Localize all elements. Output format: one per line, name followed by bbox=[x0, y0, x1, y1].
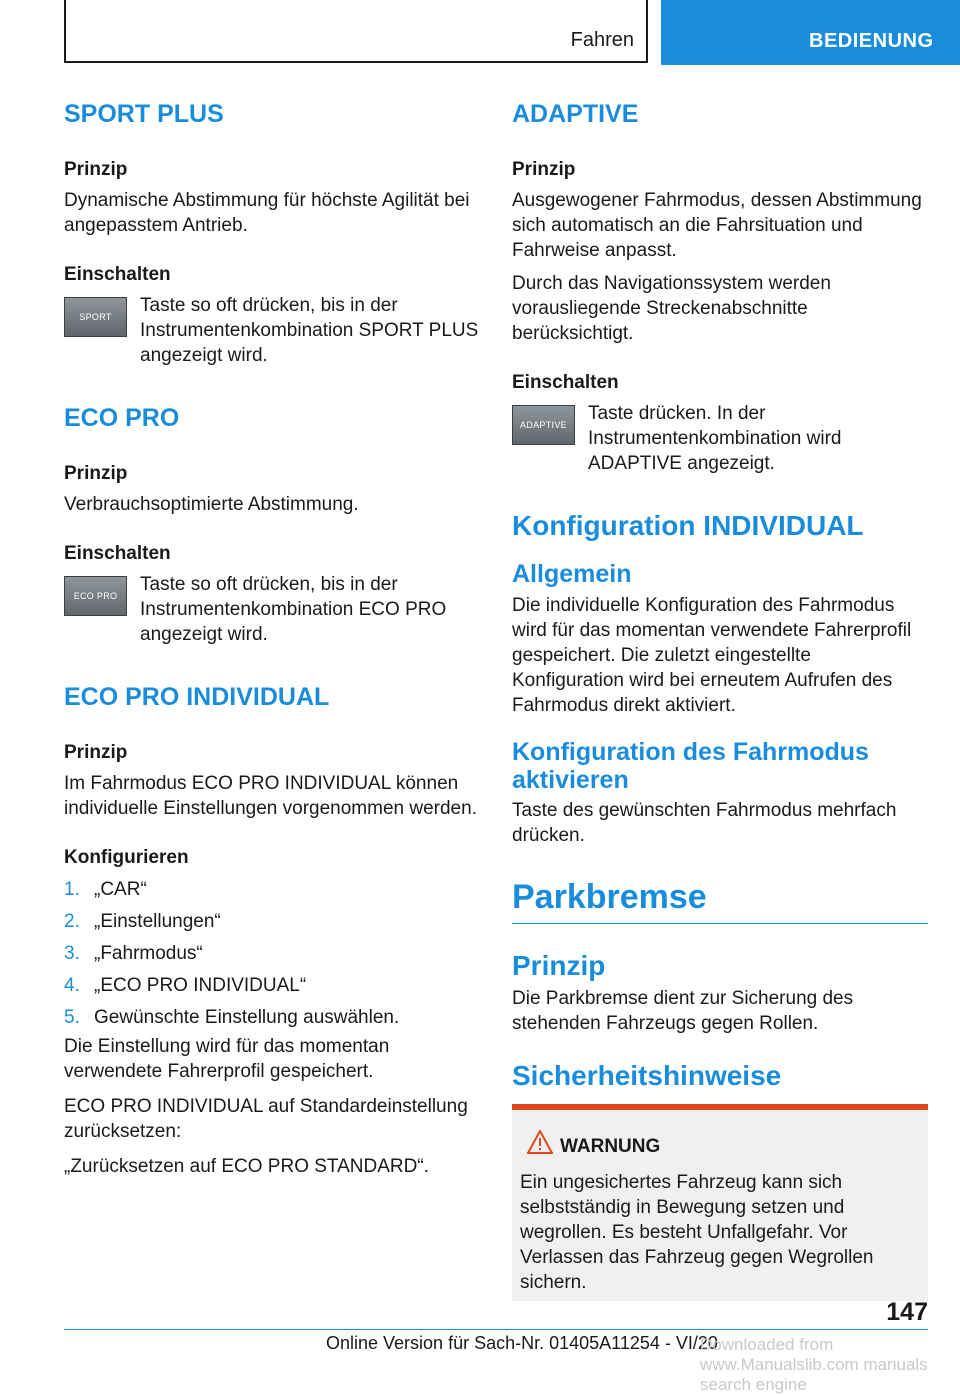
eco-pro-individual-prinzip-text: Im Fahrmodus ECO PRO INDIVIDUAL können individuelle Einstellungen vorgenommen werden. bbox=[64, 773, 477, 819]
step-text: Gewünschte Einstellung auswählen. bbox=[94, 1007, 400, 1028]
step-text: „ECO PRO INDIVIDUAL“ bbox=[94, 975, 307, 996]
sport-plus-einschalten-label: Einschalten bbox=[64, 264, 171, 285]
adaptive-einschalten-row bbox=[512, 401, 928, 476]
step-text: „Einstellungen“ bbox=[94, 911, 221, 932]
eco-pro-individual-note-1: Die Einstellung wird für das momentan verwendete Fahrerprofil gespeichert. bbox=[64, 1036, 390, 1082]
eco-pro-prinzip-label: Prinzip bbox=[64, 463, 128, 484]
footer-online-version: Online Version für Sach-Nr. 01405A11254 - VI/20 bbox=[326, 1333, 718, 1353]
right-column bbox=[512, 100, 928, 1301]
allgemein-title: Allgemein bbox=[512, 560, 632, 588]
eco-pro-einschalten-text: Taste so oft drücken, bis in der Instrumentenkombination ECO PRO angezeigt wird. bbox=[140, 574, 447, 645]
parkbremse-title: Parkbremse bbox=[512, 878, 707, 916]
warning-triangle-icon bbox=[527, 1130, 553, 1154]
eco-pro-individual-prinzip-label: Prinzip bbox=[64, 742, 128, 763]
individual-title: Konfiguration INDIVIDUAL bbox=[512, 510, 864, 541]
adaptive-prinzip-text-2: Durch das Navigationssystem werden vorausliegende Streckenabschnitte berücksichtigt. bbox=[512, 273, 831, 344]
step-text: „CAR“ bbox=[94, 879, 147, 900]
header-chapter-tab bbox=[661, 0, 960, 65]
warning-label: WARNUNG bbox=[560, 1136, 661, 1157]
sport-plus-einschalten-row bbox=[64, 293, 480, 368]
eco-pro-einschalten-row bbox=[64, 572, 480, 647]
list-item bbox=[64, 874, 480, 906]
allgemein-text: Die individuelle Konfiguration des Fahrmodus wird für das momentan verwendete Fahrerprofil gespeichert. Die zuletzt eingestellte Konfiguration wird bei erneutem Aufrufen des Fahrmodus direkt aktiviert. bbox=[512, 595, 912, 716]
aktivieren-text: Taste des gewünschten Fahrmodus mehrfach drücken. bbox=[512, 800, 897, 846]
list-item bbox=[64, 906, 480, 938]
eco-pro-einschalten-label: Einschalten bbox=[64, 543, 171, 564]
footer-watermark: Downloaded from www.Manualslib.com manuals search engine bbox=[700, 1335, 928, 1394]
left-column bbox=[64, 100, 480, 1179]
eco-pro-individual-note-3: „Zurücksetzen auf ECO PRO STANDARD“. bbox=[64, 1156, 429, 1177]
header-section-label: Fahren bbox=[570, 29, 634, 51]
eco-pro-title: ECO PRO bbox=[64, 404, 180, 432]
sport-button-image: SPORT bbox=[64, 297, 127, 337]
page-number: 147 bbox=[886, 1298, 928, 1326]
eco-pro-prinzip-text: Verbrauchsoptimierte Abstimmung. bbox=[64, 494, 359, 515]
adaptive-prinzip-label: Prinzip bbox=[512, 159, 576, 180]
header-chapter-label: BEDIENUNG bbox=[809, 30, 934, 52]
list-item bbox=[64, 938, 480, 970]
list-item bbox=[64, 1002, 480, 1034]
step-number: 1. bbox=[64, 879, 80, 900]
konfigurieren-label: Konfigurieren bbox=[64, 847, 189, 868]
step-number: 3. bbox=[64, 943, 80, 964]
sport-plus-prinzip-label: Prinzip bbox=[64, 159, 128, 180]
adaptive-button-image: ADAPTIVE bbox=[512, 405, 575, 445]
eco-pro-individual-title: ECO PRO INDIVIDUAL bbox=[64, 683, 330, 711]
sport-plus-einschalten-text: Taste so oft drücken, bis in der Instrumentenkombination SPORT PLUS angezeigt wird. bbox=[140, 295, 479, 366]
adaptive-einschalten-text: Taste drücken. In der Instrumentenkombination wird ADAPTIVE angezeigt. bbox=[588, 403, 842, 474]
sport-plus-title: SPORT PLUS bbox=[64, 100, 224, 128]
eco-pro-button-image: ECO PRO bbox=[64, 576, 127, 616]
adaptive-prinzip-text-1: Ausgewogener Fahrmodus, dessen Abstimmung sich automatisch an die Fahrsituation und Fahrweise anpasst. bbox=[512, 190, 922, 261]
eco-pro-individual-note-2: ECO PRO INDIVIDUAL auf Standardeinstellung zurücksetzen: bbox=[64, 1096, 468, 1142]
warning-text: Ein ungesichertes Fahrzeug kann sich selbstständig in Bewegung setzen und wegrollen. Es besteht Unfallgefahr. Vor Verlassen das Fahrzeug gegen Wegrollen sichern. bbox=[520, 1172, 874, 1293]
sicherheit-title: Sicherheitshinweise bbox=[512, 1060, 782, 1091]
step-number: 2. bbox=[64, 911, 80, 932]
parkbremse-prinzip-text: Die Parkbremse dient zur Sicherung des stehenden Fahrzeugs gegen Rollen. bbox=[512, 988, 854, 1034]
adaptive-title: ADAPTIVE bbox=[512, 100, 639, 128]
aktivieren-title: Konfiguration des Fahrmodus aktivieren bbox=[512, 738, 869, 794]
warning-header bbox=[512, 1110, 928, 1162]
header-section-box bbox=[64, 0, 648, 63]
list-item bbox=[64, 970, 480, 1002]
konfigurieren-steps bbox=[64, 874, 480, 1034]
footer-rule bbox=[64, 1329, 928, 1330]
step-number: 5. bbox=[64, 1007, 80, 1028]
parkbremse-prinzip-title: Prinzip bbox=[512, 950, 606, 981]
adaptive-einschalten-label: Einschalten bbox=[512, 372, 619, 393]
step-number: 4. bbox=[64, 975, 80, 996]
warning-box bbox=[512, 1104, 928, 1301]
step-text: „Fahrmodus“ bbox=[94, 943, 203, 964]
sport-plus-prinzip-text: Dynamische Abstimmung für höchste Agilität bei angepasstem Antrieb. bbox=[64, 190, 470, 236]
